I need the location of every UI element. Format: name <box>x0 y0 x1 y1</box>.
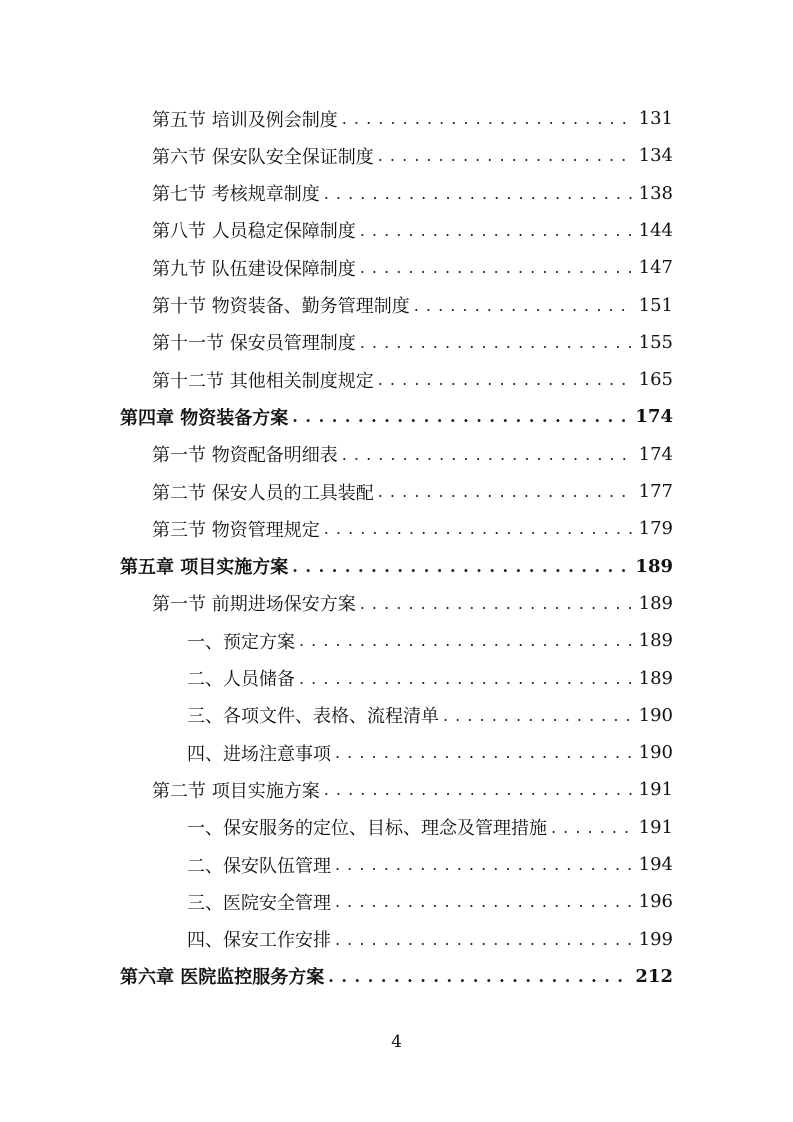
dot-leader <box>324 780 633 799</box>
dot-leader <box>328 967 629 986</box>
toc-entry-title: 第十二节 其他相关制度规定 <box>152 370 374 392</box>
toc-entry-title: 三、各项文件、表格、流程清单 <box>187 706 439 728</box>
toc-entry-page: 191 <box>638 816 673 838</box>
toc-subsection-entry[interactable] <box>187 622 673 659</box>
dot-leader <box>378 370 633 389</box>
toc-entry-title: 一、预定方案 <box>187 631 295 653</box>
toc-entry-page: 177 <box>638 481 673 502</box>
toc-entry-title: 第八节 人员稳定保障制度 <box>152 221 356 243</box>
toc-section-entry[interactable] <box>152 585 673 622</box>
dot-leader <box>378 146 633 165</box>
toc-entry-page: 189 <box>635 555 673 577</box>
toc-entry-page: 194 <box>638 854 673 875</box>
dot-leader <box>299 631 633 650</box>
toc-entry-page: 190 <box>638 704 673 726</box>
toc-chapter-entry[interactable] <box>120 958 673 995</box>
toc-entry-page: 199 <box>638 928 673 950</box>
dot-leader <box>342 445 633 464</box>
dot-leader <box>335 930 633 949</box>
dot-leader <box>335 743 633 762</box>
dot-leader <box>414 296 633 315</box>
toc-section-entry[interactable] <box>152 100 673 137</box>
dot-leader <box>360 333 633 352</box>
toc-entry-title: 第七节 考核规章制度 <box>152 184 320 206</box>
toc-entry-title: 二、人员储备 <box>187 669 295 690</box>
dot-leader <box>324 184 633 203</box>
dot-leader <box>324 519 633 538</box>
dot-leader <box>378 482 633 501</box>
toc-entry-page: 189 <box>638 592 673 614</box>
dot-leader <box>360 594 633 613</box>
toc-entry-title: 一、保安服务的定位、目标、理念及管理措施 <box>187 818 547 840</box>
toc-section-entry[interactable] <box>152 287 673 324</box>
toc-entry-page: 179 <box>638 518 673 540</box>
dot-leader <box>551 818 633 837</box>
toc-section-entry[interactable] <box>152 510 673 547</box>
toc-entry-page: 174 <box>635 406 673 428</box>
toc-entry-title: 第二节 项目实施方案 <box>152 780 320 802</box>
toc-section-entry[interactable] <box>152 249 673 286</box>
toc-section-entry[interactable] <box>152 175 673 212</box>
toc-section-entry[interactable] <box>152 212 673 249</box>
toc-entry-page: 147 <box>638 257 673 279</box>
toc-subsection-entry[interactable] <box>187 660 673 697</box>
toc-subsection-entry[interactable] <box>187 846 673 883</box>
toc-entry-title: 第一节 物资配备明细表 <box>152 445 338 467</box>
toc-entry-page: 151 <box>638 294 673 316</box>
toc-entry-page: 138 <box>638 182 673 204</box>
toc-entry-title: 第四章 物资装备方案 <box>120 407 289 429</box>
toc-entry-page: 155 <box>638 331 673 353</box>
toc-entry-page: 212 <box>635 965 673 987</box>
toc-entry-page: 134 <box>638 145 673 167</box>
toc-entry-page: 196 <box>638 891 673 913</box>
toc-chapter-entry[interactable] <box>120 398 673 435</box>
dot-leader <box>342 109 633 128</box>
toc-section-entry[interactable] <box>152 771 673 808</box>
toc-entry-title: 第六节 保安队安全保证制度 <box>152 146 374 168</box>
toc-entry-title: 三、医院安全管理 <box>187 892 331 914</box>
dot-leader <box>292 407 629 426</box>
toc-entry-title: 第六章 医院监控服务方案 <box>120 967 325 989</box>
toc-entry-title: 第二节 保安人员的工具装配 <box>152 482 374 504</box>
toc-subsection-entry[interactable] <box>187 809 673 846</box>
toc-entry-page: 131 <box>638 108 673 129</box>
toc-entry-title: 第五章 项目实施方案 <box>120 557 289 579</box>
toc-entry-title: 四、进场注意事项 <box>187 743 331 765</box>
dot-leader <box>299 669 633 688</box>
toc-entry-title: 第十一节 保安员管理制度 <box>152 333 356 355</box>
dot-leader <box>360 221 633 240</box>
toc-entry-title: 第五节 培训及例会制度 <box>152 109 338 131</box>
toc-section-entry[interactable] <box>152 473 673 510</box>
toc-entry-page: 189 <box>638 667 673 689</box>
toc-entry-title: 第九节 队伍建设保障制度 <box>152 258 356 280</box>
toc-entry-page: 190 <box>638 742 673 764</box>
toc-subsection-entry[interactable] <box>187 921 673 958</box>
toc-subsection-entry[interactable] <box>187 883 673 920</box>
dot-leader <box>360 258 633 277</box>
toc-subsection-entry[interactable] <box>187 734 673 771</box>
toc-section-entry[interactable] <box>152 436 673 473</box>
toc-entry-title: 第一节 前期进场保安方案 <box>152 594 356 616</box>
toc-entry-page: 191 <box>638 779 673 801</box>
dot-leader <box>292 557 629 576</box>
dot-leader <box>335 855 633 874</box>
toc-section-entry[interactable] <box>152 324 673 361</box>
toc-subsection-entry[interactable] <box>187 697 673 734</box>
dot-leader <box>335 892 633 911</box>
toc-entry-title: 四、保安工作安排 <box>187 930 331 952</box>
page-number: 4 <box>391 1032 402 1052</box>
toc-entry-title: 二、保安队伍管理 <box>187 855 331 877</box>
toc-entry-page: 174 <box>638 443 673 465</box>
toc-entry-page: 165 <box>638 369 673 391</box>
toc-entry-page: 189 <box>638 630 673 652</box>
dot-leader <box>443 706 633 725</box>
toc-chapter-entry[interactable] <box>120 548 673 585</box>
toc-entry-title: 第十节 物资装备、勤务管理制度 <box>152 296 410 317</box>
toc-section-entry[interactable] <box>152 137 673 174</box>
toc-entry-page: 144 <box>638 219 673 241</box>
toc-entry-title: 第三节 物资管理规定 <box>152 519 320 541</box>
toc-section-entry[interactable] <box>152 361 673 398</box>
